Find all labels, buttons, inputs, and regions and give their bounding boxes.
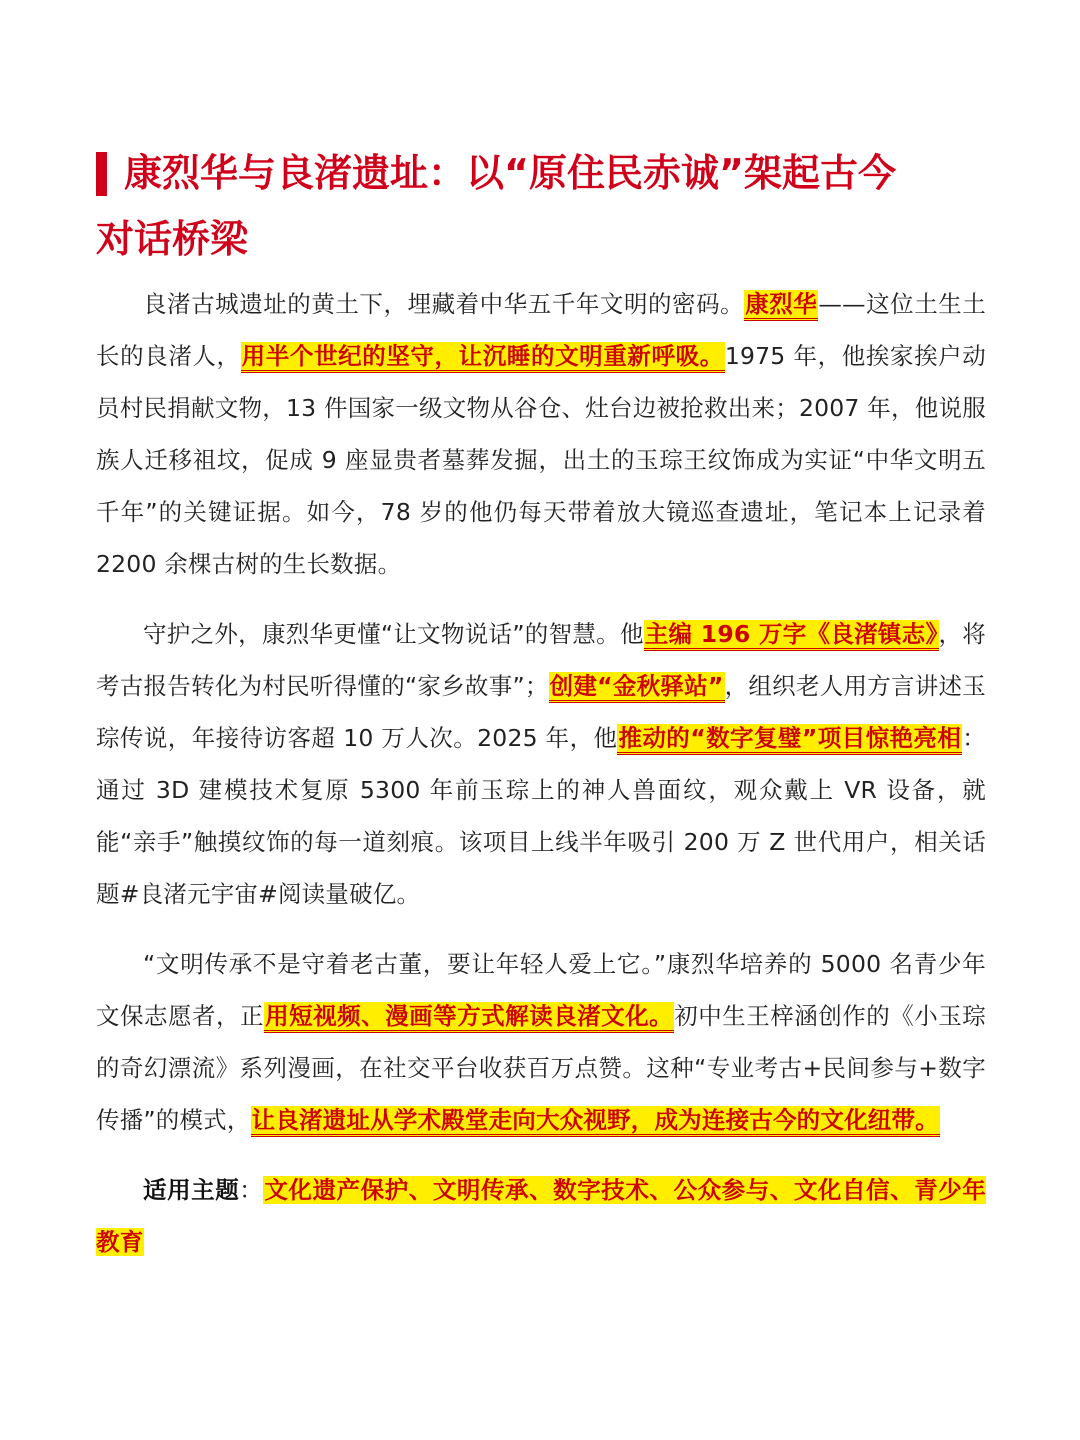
p1-text-3: 1975 年，他挨家挨户动员村民捐献文物，13 件国家一级文物从谷仓、灶台边被抢救出来；2007 年，他说服族人迁移祖坟，促成 9 座显贵者墓葬发掘，出土的玉琮王纹饰成为实证“中华文明五千年”的关键证据。如今，78 岁的他仍每天带着放大镜巡查遗址，笔记本上记录着 2200 余棵古树的生长数据。 xyxy=(96,342,986,578)
p1-highlight-2: 用半个世纪的坚守，让沉睡的文明重新呼吸。 xyxy=(241,342,725,373)
title-line-1: 康烈华与良渚遗址：以“原住民赤诚”架起古今 xyxy=(124,151,896,195)
p2-text-1: 守护之外，康烈华更懂“让文物说话”的智慧。他 xyxy=(143,620,644,648)
article xyxy=(96,140,986,1286)
page-title xyxy=(96,140,986,272)
p2-highlight-1: 主编 196 万字《良渚镇志》 xyxy=(644,620,939,651)
p2-highlight-2: 创建“金秋驿站” xyxy=(549,672,725,703)
p3-text-1: “文明传承不是守着老古董，要让年轻人爱上它。”康烈华培养的 5000 名青少年文保志愿者，正 xyxy=(96,950,986,1030)
topics-label: 适用主题 xyxy=(143,1176,240,1204)
paragraph-1 xyxy=(96,278,986,590)
p2-text-4: ：通过 3D 建模技术复原 5300 年前玉琮上的神人兽面纹，观众戴上 VR 设备，就能“亲手”触摸纹饰的每一道刻痕。该项目上线半年吸引 200 万 Z 世代用户，相关话题#良渚元宇宙#阅读量破亿。 xyxy=(96,724,986,908)
p1-text-2: ——这位土生土长的良渚人， xyxy=(96,290,986,370)
paragraph-2 xyxy=(96,608,986,920)
p1-highlight-name: 康烈华 xyxy=(744,290,818,321)
p2-text-3: ，组织老人用方言讲述玉琮传说，年接待访客超 10 万人次。2025 年，他 xyxy=(96,672,987,752)
title-block xyxy=(96,140,986,272)
topics-value: 文化遗产保护、文明传承、数字技术、公众参与、文化自信、青少年教育 xyxy=(96,1176,987,1256)
p3-text-2: 初中生王梓涵创作的《小玉琮的奇幻漂流》系列漫画，在社交平台收获百万点赞。这种“专业考古+民间参与+数字传播”的模式， xyxy=(96,1002,986,1134)
p2-highlight-3: 推动的“数字复璧”项目惊艳亮相 xyxy=(617,724,962,755)
p1-text-1: 良渚古城遗址的黄土下，埋藏着中华五千年文明的密码。 xyxy=(143,290,745,318)
title-accent-bar xyxy=(96,152,107,196)
p3-highlight-1: 用短视频、漫画等方式解读良渚文化。 xyxy=(264,1002,674,1033)
topics-colon: ： xyxy=(239,1176,264,1204)
p3-highlight-2: 让良渚遗址从学术殿堂走向大众视野，成为连接古今的文化纽带。 xyxy=(251,1106,940,1137)
topics-paragraph xyxy=(96,1164,986,1268)
title-line-2: 对话桥梁 xyxy=(96,217,249,261)
p2-text-2: ，将考古报告转化为村民听得懂的“家乡故事”； xyxy=(96,620,987,700)
paragraph-3 xyxy=(96,938,986,1146)
